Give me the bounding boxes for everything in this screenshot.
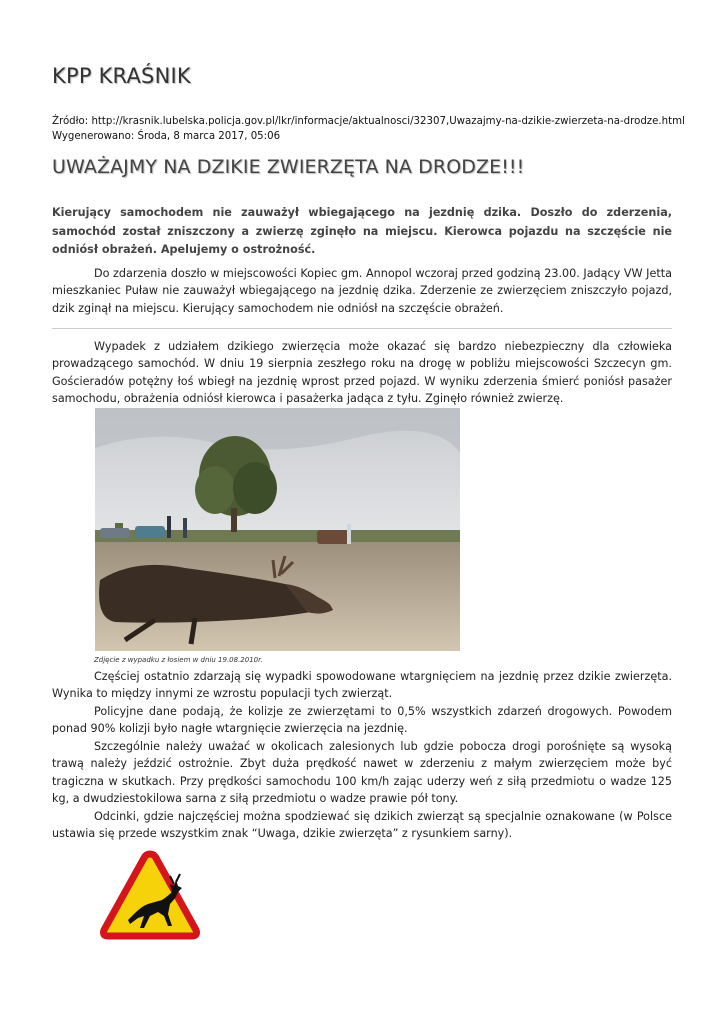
source-line: Źródło: http://krasnik.lubelska.policja.gov.pl/lkr/informacje/aktualnosci/32307,Uwazajmy-na-dzikie-zwierzeta-na-drodze.html (52, 116, 685, 127)
generated-line: Wygenerowano: Środa, 8 marca 2017, 05:06 (52, 131, 281, 142)
wild-animals-warning-sign-icon (98, 848, 202, 942)
article-lead: Kierujący samochodem nie zauważył wbiegającego na jezdnię dzika. Doszło do zderzenia, samochód został zniszczony a zwierzę zginęło na miejscu. Kierowca pojazdu na szczęście nie odniósł obrażeń. Apelujemy o ostrożność. (52, 206, 672, 256)
moose-accident-photo (95, 408, 460, 651)
paragraph-6: Odcinki, gdzie najczęściej można spodziewać się dzikich zwierząt są specjalnie oznakowane (w Polsce ustawia się przede wszystkim znak “Uwaga, dzikie zwierzęta” z rysunkiem sarny). (52, 810, 672, 841)
site-title: KPP KRAŚNIK (52, 64, 191, 88)
paragraph-1: Do zdarzenia doszło w miejscowości Kopiec gm. Annopol wczoraj przed godziną 23.00. Jadący VW Jetta mieszkaniec Puław nie zauważył wbiegającego na jezdnię dzika. Zderzenie ze zwierzęciem zniszczyło pojazd, dzik zginął na miejscu. Kierujący samochodem nie odniósł na szczęście obrażeń. (52, 267, 672, 315)
paragraph-4: Policyjne dane podają, że kolizje ze zwierzętami to 0,5% wszystkich zdarzeń drogowych. Powodem ponad 90% kolizji było nagłe wtargnięcie zwierzęcia na jezdnię. (52, 705, 672, 736)
paragraph-5: Szczególnie należy uważać w okolicach zalesionych lub gdzie pobocza drogi porośnięte są wysoką trawą należy jeździć ostrożnie. Zbyt duża prędkość nawet w zderzeniu z małym zwierzęciem może być tragiczna w skutkach. Przy prędkości samochodu 100 km/h zając uderzy weń z siłą przedmiotu o wadze 125 kg, a dwudziestokilowa sarna z siłą przedmiotu o wadze prawie pół tony. (52, 740, 672, 805)
photo-caption: Zdjęcie z wypadku z łosiem w dniu 19.08.2010r. (94, 656, 263, 664)
meta-block (52, 114, 685, 144)
paragraph-2: Wypadek z udziałem dzikiego zwierzęcia może okazać się bardzo niebezpieczny dla człowieka prowadzącego samochód. W dniu 19 sierpnia zeszłego roku na drogę w pobliżu miejscowości Szczecyn gm. Gościeradów potężny łoś wbiegł na jezdnię wprost przed pojazd. W wyniku zderzenia śmierć poniósł pasażer samochodu, obrażenia odniósł kierowca i pasażerka jadąca z tyłu. Zginęło również zwierzę. (52, 340, 672, 405)
divider (52, 328, 672, 329)
paragraph-3: Częściej ostatnio zdarzają się wypadki spowodowane wtargnięciem na jezdnię przez dzikie zwierzęta. Wynika to między innymi ze wzrostu populacji tych zwierząt. (52, 670, 672, 701)
article-title: UWAŻAJMY NA DZIKIE ZWIERZĘTA NA DRODZE!!! (52, 156, 525, 178)
